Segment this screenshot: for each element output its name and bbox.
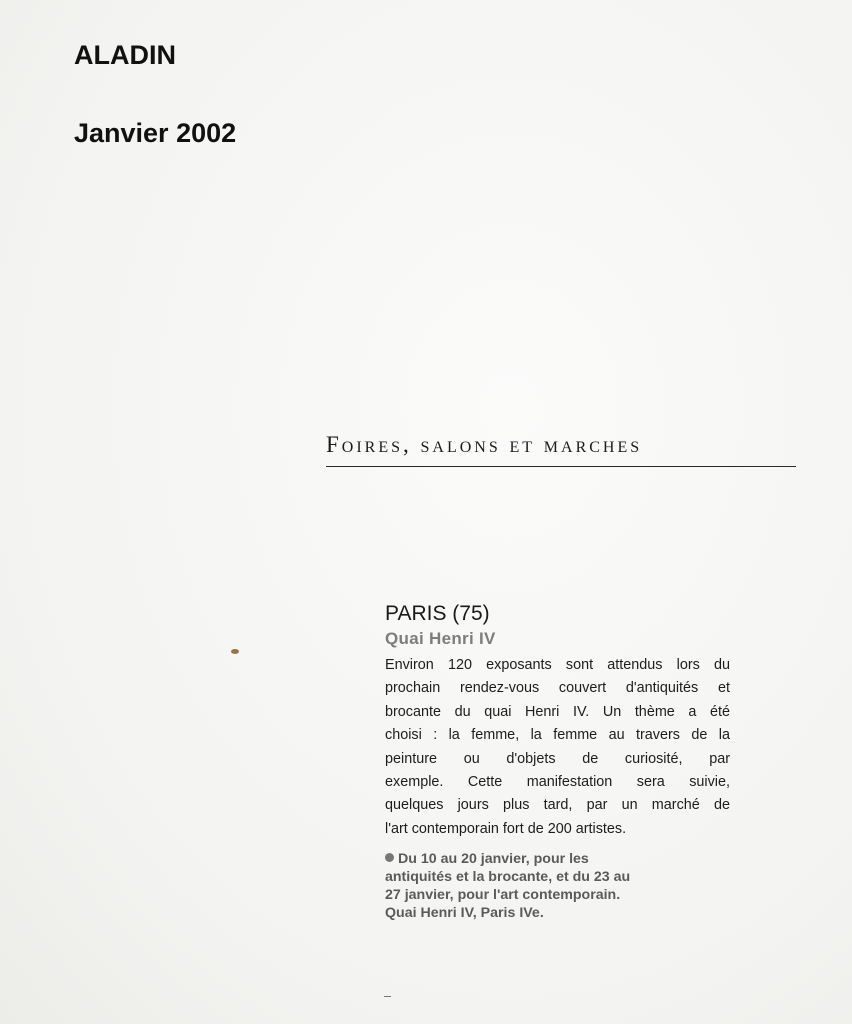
article-body: [385, 654, 730, 841]
body-line: Environ 120 exposants sont attendus lors du: [385, 657, 730, 673]
body-line: prochain rendez-vous couvert d'antiquités et: [385, 680, 730, 697]
event-info: [385, 850, 730, 922]
body-line: l'art contemporain fort de 200 artistes.: [385, 820, 627, 837]
article-place: Quai Henri IV: [385, 629, 496, 648]
scan-speck: [231, 649, 239, 654]
info-line: 27 janvier, pour l'art contemporain.: [385, 887, 621, 904]
body-line: choisi : la femme, la femme au travers de la: [385, 727, 730, 744]
section-title: Foires, salons et marches: [326, 432, 643, 457]
body-line: peinture ou d'objets de curiosité, par: [385, 750, 730, 767]
bullet-icon: [385, 853, 394, 862]
issue-date: Janvier 2002: [74, 118, 237, 148]
info-line: antiquités et la brocante, et du 23 au: [385, 869, 631, 886]
stray-mark: [384, 996, 391, 997]
info-line: Quai Henri IV, Paris IVe.: [385, 905, 544, 922]
info-line-first: [385, 850, 730, 868]
section-underline: [326, 466, 796, 467]
body-line: exemple. Cette manifestation sera suivie,: [385, 774, 730, 791]
body-line: quelques jours plus tard, par un marché de: [385, 797, 730, 814]
article: [385, 600, 730, 922]
article-city: PARIS (75): [385, 602, 490, 625]
info-line: Du 10 au 20 janvier, pour les: [398, 851, 589, 868]
body-line: brocante du quai Henri IV. Un thème a été: [385, 703, 730, 720]
magazine-name: ALADIN: [74, 40, 176, 70]
